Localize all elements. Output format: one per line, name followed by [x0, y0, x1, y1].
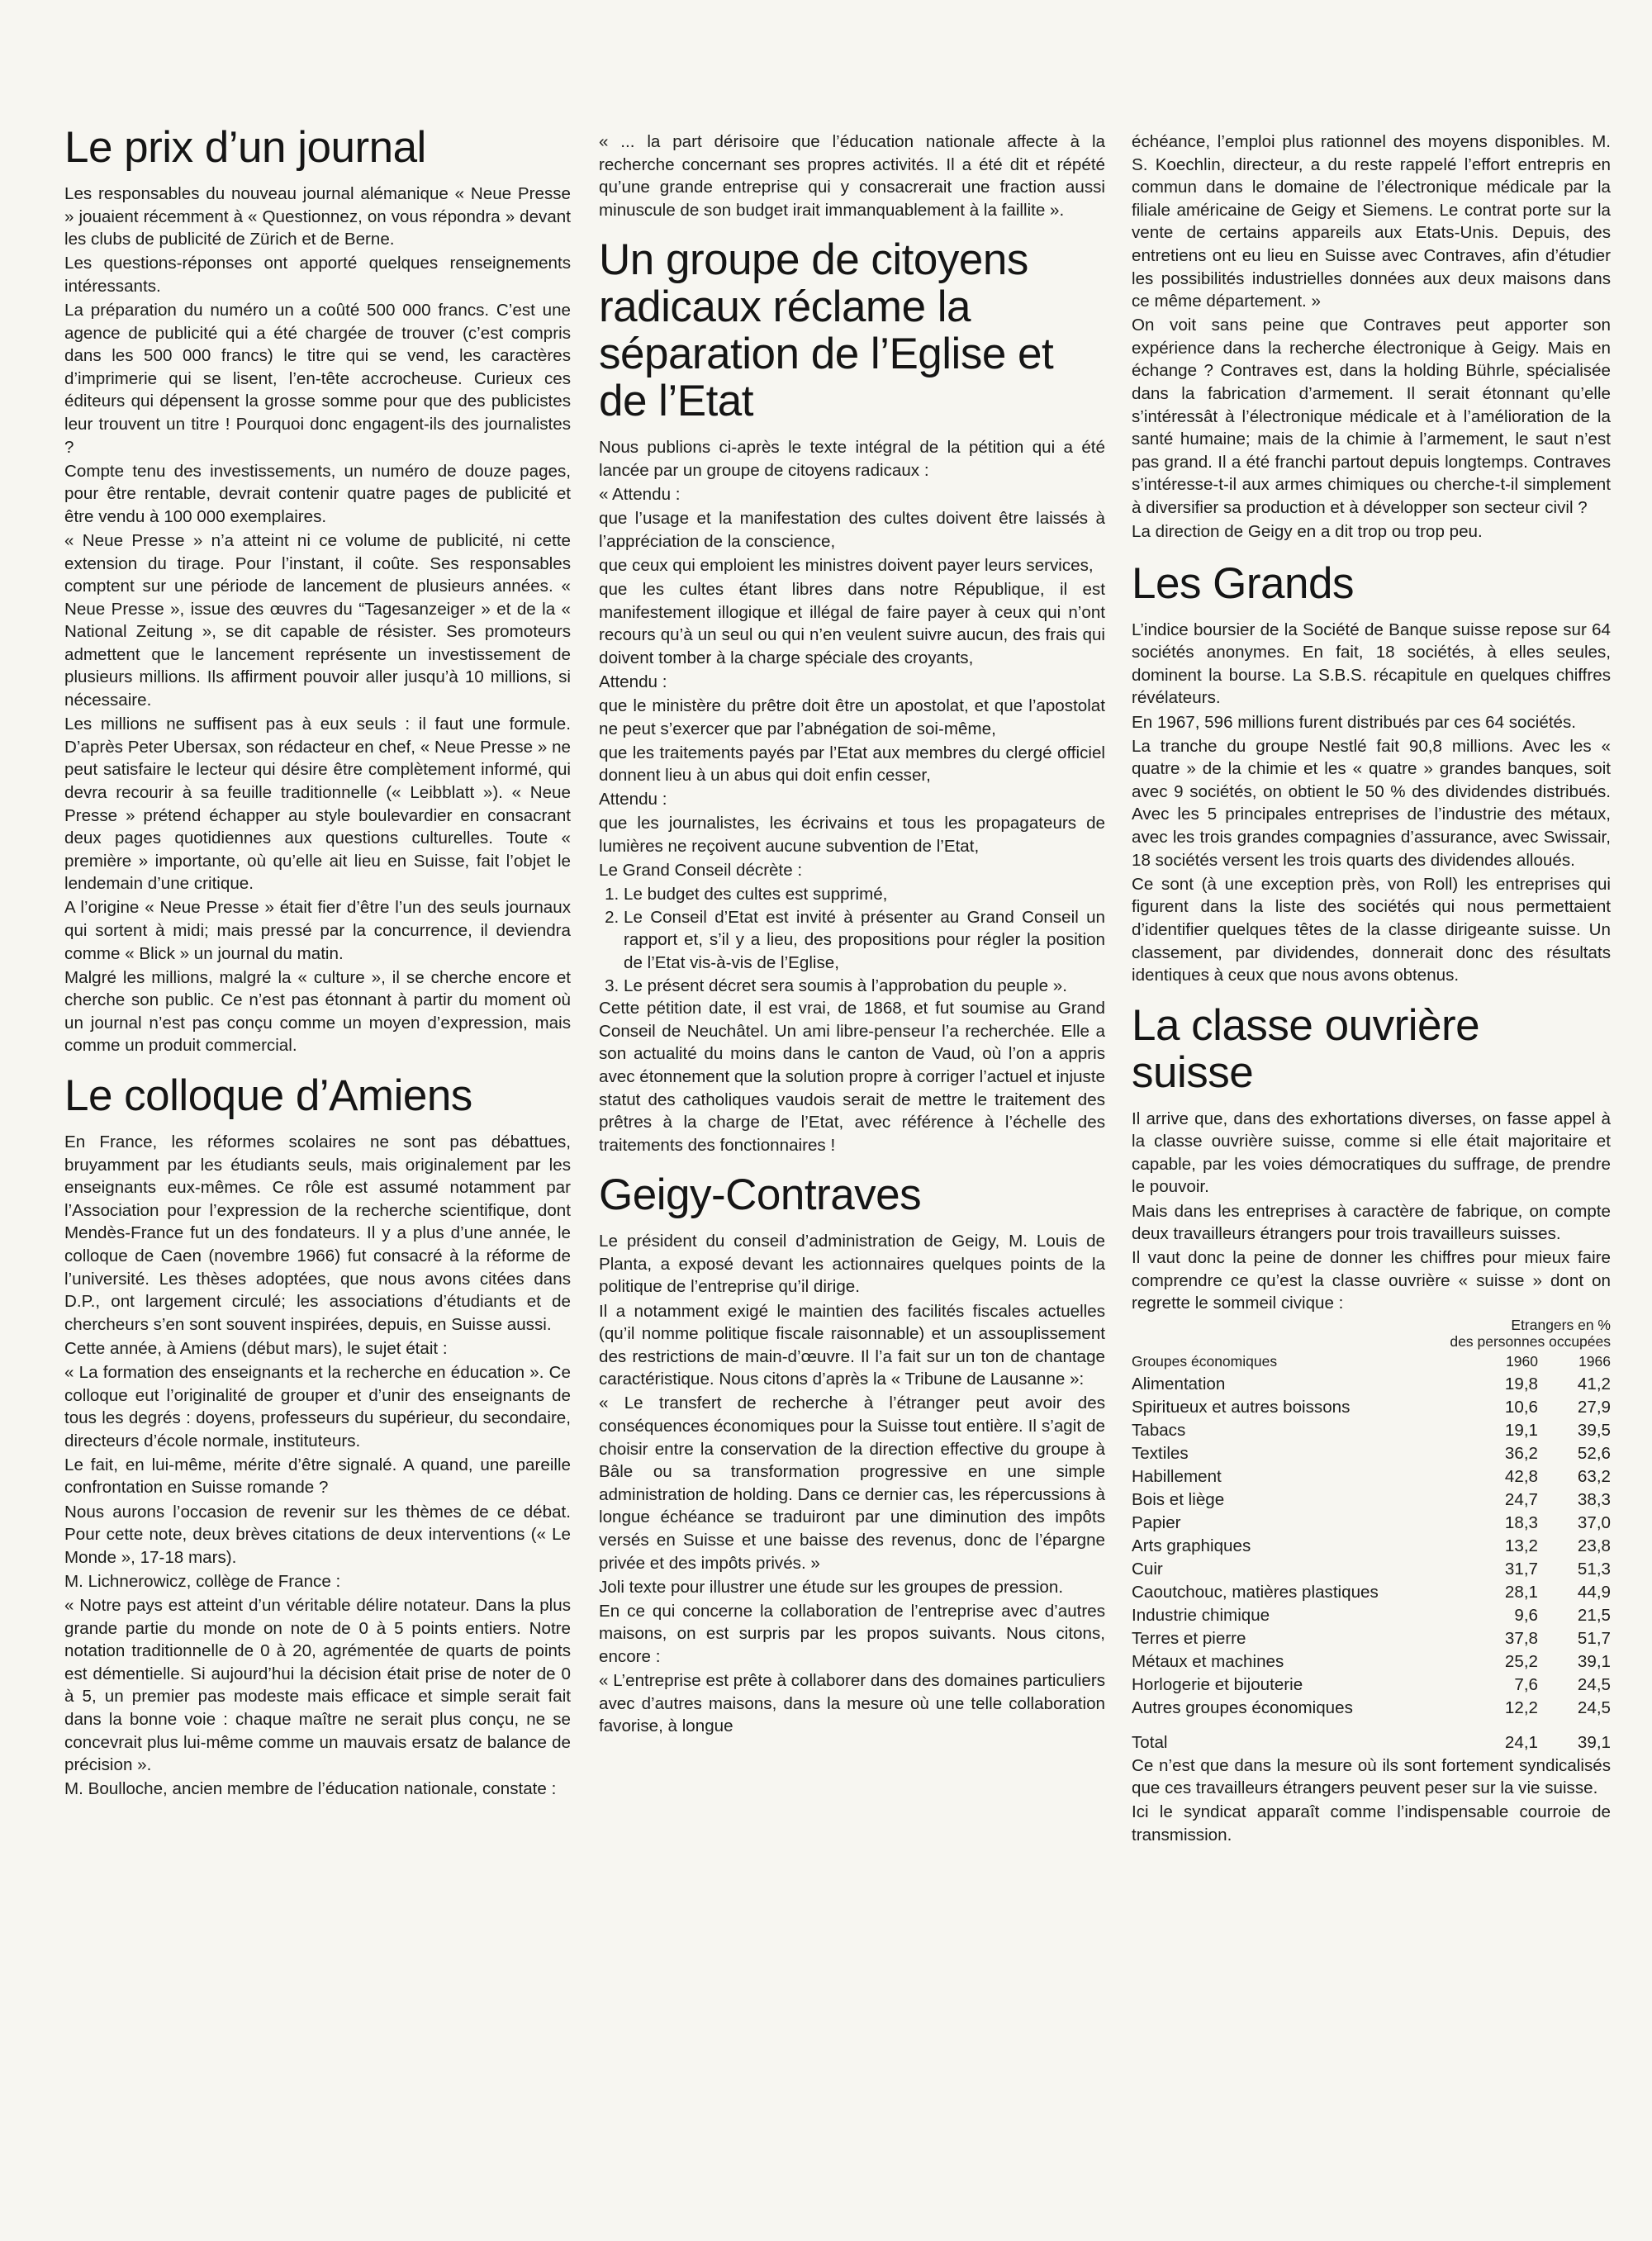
paragraph: que les cultes étant libres dans notre République, il est manifestement illogique et illégal de faire payer à ceux qui n’ont recours qu’à un seul ou qui n’en veulent suivre aucun, des frais qui doivent tomber à la charge spéciale des croyants, [599, 579, 1105, 667]
paragraph: La direction de Geigy en a dit trop ou trop peu. [1132, 522, 1483, 542]
column-1 [64, 124, 571, 1802]
paragraph: que les traitements payés par l’Etat aux membres du clergé officiel donnent lieu à un abus qui doit enfin cesser, [599, 743, 1105, 786]
table-row [1132, 1558, 1611, 1581]
paragraph: que l’usage et la manifestation des cultes doivent être laissés à l’appréciation de la conscience, [599, 509, 1105, 551]
paragraph: En ce qui concerne la collaboration de l’entreprise avec d’autres maisons, on est surpris par les propos suivants. Nous citons, encore : [599, 1601, 1105, 1666]
table-row [1132, 1396, 1611, 1419]
table-row [1132, 1373, 1611, 1396]
paragraph: Il arrive que, dans des exhortations diverses, on fasse appel à la classe ouvrière suisse, comme si elle était majoritaire et capable, par les voies démocratiques du suffrage, de prendre le pouvoir. [1132, 1109, 1611, 1197]
paragraph: échéance, l’emploi plus rationnel des moyens disponibles. M. S. Koechlin, directeur, a du reste rappelé l’effort entrepris en commun dans le domaine de l’électronique médicale par la filiale américaine de Geigy et Siemens. Le contrat porte sur la vente de certains appareils aux Etats-Unis. Depuis, des entretiens ont eu lieu en Suisse avec Contraves, afin d’étudier les possibilités industrielles données aux deux maisons dans ce même département. » [1132, 132, 1611, 311]
cell-group-name: Bois et liège [1132, 1489, 1225, 1509]
headline-geigy-contraves: Geigy-Contraves [599, 1170, 922, 1220]
cell-1966: 39,5 [1577, 1420, 1611, 1440]
paragraph: Nous aurons l’occasion de revenir sur les thèmes de ce débat. Pour cette note, deux brèves citations de deux interventions (« Le Monde », 17-18 mars). [64, 1502, 571, 1567]
cell-1960: 18,3 [1504, 1512, 1538, 1532]
cell-1960: 37,8 [1504, 1628, 1538, 1648]
cell-1960: 42,8 [1504, 1466, 1538, 1486]
cell-1960: 9,6 [1514, 1605, 1538, 1625]
decree-list [599, 883, 1105, 997]
paragraph: Malgré les millions, malgré la « culture », il se cherche encore et cherche son public. Ce n’est pas étonnant à partir du moment où un journal n’est pas conçu comme un moyen d’expression, mais comme un produit commercial. [64, 967, 571, 1056]
table-row [1132, 1604, 1611, 1627]
headline-les-grands: Les Grands [1132, 558, 1354, 608]
cell-group-name: Caoutchouc, matières plastiques [1132, 1582, 1379, 1602]
paragraph: « L’entreprise est prête à collaborer dans des domaines particuliers avec d’autres maisons, dans la mesure où une telle collaboration favorise, à longue [599, 1671, 1105, 1736]
cell-1966: 24,5 [1577, 1697, 1611, 1717]
table-row [1132, 1581, 1611, 1604]
cell-1966: 24,5 [1577, 1674, 1611, 1694]
cell-1966: 41,2 [1577, 1374, 1611, 1394]
table-total-row [1132, 1720, 1611, 1754]
headline-colloque-amiens: Le colloque d’Amiens [64, 1071, 472, 1121]
paragraph: Mais dans les entreprises à caractère de fabrique, on compte deux travailleurs étrangers pour trois travailleurs suisses. [1132, 1201, 1611, 1244]
decree-item: 2. Le Conseil d’Etat est invité à présenter au Grand Conseil un rapport et, s’il y a lieu, des propositions pour régler la position de l’Etat vis-à-vis de l’Eglise, [624, 906, 1105, 975]
paragraph: Joli texte pour illustrer une étude sur les groupes de pression. [599, 1577, 1064, 1597]
column-header-groups: Groupes économiques [1132, 1352, 1278, 1370]
paragraph: M. Boulloche, ancien membre de l’éducation nationale, constate : [64, 1779, 557, 1799]
column-header-1960: 1960 [1506, 1352, 1538, 1370]
table-row [1132, 1512, 1611, 1535]
cell-total-1966: 39,1 [1577, 1732, 1611, 1752]
paragraph: « Neue Presse » n’a atteint ni ce volume de publicité, ni cette extension du tirage. Pour l’instant, il coûte. Ses responsables comptent sur une période de lancement de plusieurs années. « Neue Presse », issue des œuvres du “Tagesanzeiger » et de la « National Zeitung », se dit capable de résister. Ses promoteurs admettent que le lancement représente un investissement de plusieurs millions. Ils affirment pouvoir aller jusqu’à 10 millions, si nécessaire. [64, 530, 571, 710]
cell-1966: 27,9 [1577, 1397, 1611, 1417]
cell-group-name: Industrie chimique [1132, 1605, 1270, 1625]
foreign-workers-table [1132, 1351, 1611, 1754]
paragraph: « Attendu : [599, 485, 681, 505]
decree-item: 1. Le budget des cultes est supprimé, [624, 883, 1105, 906]
cell-1960: 7,6 [1514, 1674, 1538, 1694]
paragraph: La préparation du numéro un a coûté 500 000 francs. C’est une agence de publicité qui a été chargée de trouver (c’est compris dans les 500 000 francs) le titre qui se vend, les caractères d’imprimerie qui se lisent, l’en-tête accrocheuse. Curieux ces éditeurs qui dépensent la grosse somme pour que des publicistes leur trouvent un titre ! Pourquoi donc engagent-ils des journalistes ? [64, 300, 571, 457]
paragraph: Ici le syndicat apparaît comme l’indispensable courroie de transmission. [1132, 1802, 1611, 1845]
cell-group-name: Arts graphiques [1132, 1536, 1251, 1555]
table-superheader [1132, 1317, 1611, 1350]
cell-1960: 12,2 [1504, 1697, 1538, 1717]
table-row [1132, 1442, 1611, 1465]
cell-group-name: Papier [1132, 1512, 1181, 1532]
paragraph: M. Lichnerowicz, collège de France : [64, 1571, 341, 1591]
cell-group-name: Autres groupes économiques [1132, 1697, 1353, 1717]
headline-citoyens-radicaux: Un groupe de citoyens radicaux réclame la séparation de l’Eglise et de l’Etat [599, 235, 1054, 426]
cell-group-name: Alimentation [1132, 1374, 1226, 1394]
table-body [1132, 1373, 1611, 1754]
cell-1960: 13,2 [1504, 1536, 1538, 1555]
table-row [1132, 1535, 1611, 1558]
table-row [1132, 1419, 1611, 1442]
cell-1960: 10,6 [1504, 1397, 1538, 1417]
superheader-line: Etrangers en % [1511, 1316, 1611, 1333]
paragraph: Ce sont (à une exception près, von Roll) les entreprises qui figurent dans la liste des sociétés qui nous permettaient d’identifier quelques têtes de la classe dirigeante suisse. Un classement, par dividendes, donnerait donc des résultats identiques à ceux que nous avons obtenus. [1132, 874, 1611, 985]
paragraph: Attendu : [599, 672, 667, 691]
cell-total-label: Total [1132, 1732, 1168, 1752]
paragraph: On voit sans peine que Contraves peut apporter son expérience dans la recherche électronique à Geigy. Mais en échange ? Contraves est, dans la holding Bührle, spécialisée dans la fabrication d’armement. Il serait étonnant qu’elle s’intéressât à l’électronique médicale et à l’amélioration de la santé humaine; mais de la chimie à l’armement, le saut n’est pas grand. Il a été franchi partout depuis longtemps. Contraves s’intéresse-t-il aux armes chimiques ou cherche-t-il simplement à diversifier sa production et à développer son secteur civil ? [1132, 316, 1611, 517]
cell-1966: 21,5 [1577, 1605, 1611, 1625]
cell-1960: 36,2 [1504, 1443, 1538, 1463]
paragraph: Ce n’est que dans la mesure où ils sont fortement syndicalisés que ces travailleurs étrangers peuvent peser sur la vie suisse. [1132, 1755, 1611, 1798]
cell-group-name: Métaux et machines [1132, 1651, 1284, 1671]
decree-item: 3. Le présent décret sera soumis à l’approbation du peuple ». [624, 975, 1105, 998]
cell-1966: 39,1 [1577, 1651, 1611, 1671]
paragraph: En 1967, 596 millions furent distribués par ces 64 sociétés. [1132, 712, 1577, 732]
cell-group-name: Horlogerie et bijouterie [1132, 1674, 1303, 1694]
paragraph: « Notre pays est atteint d’un véritable délire notateur. Dans la plus grande partie du monde on note de 0 à 5 points entiers. Notre notation traditionnelle de 0 à 20, agrémentée de quarts de points est démentielle. Si aujourd’hui la décision était prise de noter de 0 à 5, un premier pas modeste mais efficace et simple serait fait dans la bonne voie : chaque maître ne serait plus conçu, ne se concevrait plus lui-même comme un mauvais ersatz de balance de précision ». [64, 1595, 571, 1775]
paragraph: En France, les réformes scolaires ne sont pas débattues, bruyamment par les étudiants seuls, mais originalement par les enseignants eux-mêmes. Ce rôle est assumé notamment par l’Association pour l’expression de la recherche scientifique, dont Mendès-France fut un des fondateurs. Il y a plus d’une année, le colloque de Caen (novembre 1966) fut consacré à la réforme de l’université. Les thèses adoptées, que nous avons citées dans D.P., ont largement circulé; les associations d’étudiants et de chercheurs s’en sont souvent inspirées, depuis, en Suisse aussi. [64, 1132, 571, 1334]
cell-1960: 31,7 [1504, 1559, 1538, 1579]
headline-prix-journal: Le prix d’un journal [64, 123, 426, 172]
paragraph: que les journalistes, les écrivains et tous les propagateurs de lumières ne reçoivent aucune subvention de l’Etat, [599, 814, 1105, 856]
cell-group-name: Cuir [1132, 1559, 1163, 1579]
paragraph: Il a notamment exigé le maintien des facilités fiscales actuelles (qu’il nomme politique fiscale raisonnable) et un assouplissement des restrictions de main-d’œuvre. Il l’a fait sur un ton de chantage caractéristique. Nous citons d’après la « Tribune de Lausanne »: [599, 1301, 1105, 1389]
cell-1966: 51,7 [1577, 1628, 1611, 1648]
paragraph: Le président du conseil d’administration de Geigy, M. Louis de Planta, a exposé devant les actionnaires quelques points de la politique de l’entreprise qu’il dirige. [599, 1232, 1105, 1297]
paragraph: Cette année, à Amiens (début mars), le sujet était : [64, 1338, 448, 1358]
cell-1966: 63,2 [1577, 1466, 1611, 1486]
cell-1960: 19,1 [1504, 1420, 1538, 1440]
paragraph: Le Grand Conseil décrète : [599, 861, 803, 881]
paragraph: que le ministère du prêtre doit être un apostolat, et que l’apostolat ne peut s’exercer que par l’abnégation de soi-même, [599, 696, 1105, 738]
paragraph: Il vaut donc la peine de donner les chiffres pour mieux faire comprendre ce qu’est la classe ouvrière « suisse » dont on regrette le sommeil civique : [1132, 1248, 1611, 1313]
paragraph: Le fait, en lui-même, mérite d’être signalé. A quand, une pareille confrontation en Suisse romande ? [64, 1455, 571, 1498]
column-3 [1132, 131, 1611, 1848]
paragraph: Les responsables du nouveau journal alémanique « Neue Presse » jouaient récemment à « Questionnez, on vous répondra » devant les clubs de publicité de Zürich et de Berne. [64, 184, 571, 249]
table-row [1132, 1697, 1611, 1720]
paragraph: « ... la part dérisoire que l’éducation nationale affecte à la recherche concernant ses propres activités. Il a été dit et répété qu’une grande entreprise qui y consacrerait une fraction aussi minuscule de son budget irait immanquablement à la faillite ». [599, 132, 1105, 220]
paragraph: La tranche du groupe Nestlé fait 90,8 millions. Avec les « quatre » de la chimie et les « quatre » grandes banques, soit avec 9 sociétés, on obtient le 50 % des dividendes distribués. Avec les 5 principales entreprises de l’industrie des métaux, avec les trois grandes compagnies d’assurance, avec Swissair, 18 sociétés versent les trois quarts des dividendes alloués. [1132, 736, 1611, 870]
table-row [1132, 1488, 1611, 1512]
paragraph: Compte tenu des investissements, un numéro de douze pages, pour être rentable, devrait contenir quatre pages de publicité et être vendu à 100 000 exemplaires. [64, 461, 571, 526]
table-row [1132, 1465, 1611, 1488]
paragraph: Nous publions ci-après le texte intégral de la pétition qui a été lancée par un groupe de citoyens radicaux : [599, 438, 1105, 480]
table-row [1132, 1627, 1611, 1650]
cell-group-name: Spiritueux et autres boissons [1132, 1397, 1351, 1417]
paragraph: L’indice boursier de la Société de Banque suisse repose sur 64 sociétés anonymes. En fait, 18 sociétés, à elles seules, dominent la bourse. La S.B.S. récapitule en quelques chiffres révélateurs. [1132, 620, 1611, 708]
cell-1960: 25,2 [1504, 1651, 1538, 1671]
cell-group-name: Terres et pierre [1132, 1628, 1246, 1648]
paragraph: A l’origine « Neue Presse » était fier d’être l’un des seuls journaux qui sortent à midi; mais pressé par la concurrence, il deviendra comme « Blick » un journal du matin. [64, 898, 571, 963]
paragraph: Les millions ne suffisent pas à eux seuls : il faut une formule. D’après Peter Ubersax, son rédacteur en chef, « Neue Presse » ne peut satisfaire le lecteur qui désire être complètement informé, qui devra recourir à sa feuille traditionnelle (« Leibblatt »). « Neue Presse » prétend échapper au style boulevardier en consacrant deux pages quotidiennes aux questions culturelles. Toute « première » importante, où qu’elle ait lieu en Suisse, fait l’objet le lendemain d’une critique. [64, 715, 571, 894]
cell-1966: 51,3 [1577, 1559, 1611, 1579]
headline-classe-ouvriere: La classe ouvrière suisse [1132, 1000, 1480, 1097]
table-header-row [1132, 1351, 1611, 1373]
cell-1966: 23,8 [1577, 1536, 1611, 1555]
paragraph: « Le transfert de recherche à l’étranger peut avoir des conséquences économiques pour la Suisse tout entière. Il s’agit de choisir entre la conservation de la direction effective du groupe à Bâle ou sa transformation progressive en une simple administration de holding. Dans ce dernier cas, les répercussions à longue échéance se traduiront par une diminution des impôts versés en Suisse et une baisse des revenus, donc de l’épargne privée et des impôts privés. » [599, 1394, 1105, 1573]
cell-group-name: Habillement [1132, 1466, 1222, 1486]
superheader-line: des personnes occupées [1450, 1332, 1611, 1350]
paragraph: Les questions-réponses ont apporté quelques renseignements intéressants. [64, 254, 571, 296]
cell-1960: 24,7 [1504, 1489, 1538, 1509]
cell-1960: 28,1 [1504, 1582, 1538, 1602]
table-row [1132, 1650, 1611, 1674]
paragraph: « La formation des enseignants et la recherche en éducation ». Ce colloque eut l’originalité de grouper et d’unir des enseignants de tous les degrés : doyens, professeurs du supérieur, du secondaire, directeurs d’école normale, instituteurs. [64, 1363, 571, 1450]
table-row [1132, 1674, 1611, 1697]
cell-1966: 38,3 [1577, 1489, 1611, 1509]
paragraph: Attendu : [599, 790, 667, 810]
cell-1966: 52,6 [1577, 1443, 1611, 1463]
cell-1960: 19,8 [1504, 1374, 1538, 1394]
paragraph: que ceux qui emploient les ministres doivent payer leurs services, [599, 555, 1094, 575]
cell-group-name: Tabacs [1132, 1420, 1186, 1440]
cell-group-name: Textiles [1132, 1443, 1189, 1463]
paragraph: Cette pétition date, il est vrai, de 1868, et fut soumise au Grand Conseil de Neuchâtel. Un ami libre-penseur l’a recherchée. Elle a son actualité du moins dans le canton de Vaud, où l’on a appris avec étonnement que la solution propre à corriger l’actuel et injuste statut des catholiques vaudois serait de mettre le traitement des prêtres à la charge de l’Etat, avec référence à l’échelle des traitements des fonctionnaires ! [599, 999, 1105, 1155]
column-header-1966: 1966 [1578, 1352, 1611, 1370]
cell-total-1960: 24,1 [1504, 1732, 1538, 1752]
cell-1966: 44,9 [1577, 1582, 1611, 1602]
column-2 [599, 131, 1105, 1739]
cell-1966: 37,0 [1577, 1512, 1611, 1532]
